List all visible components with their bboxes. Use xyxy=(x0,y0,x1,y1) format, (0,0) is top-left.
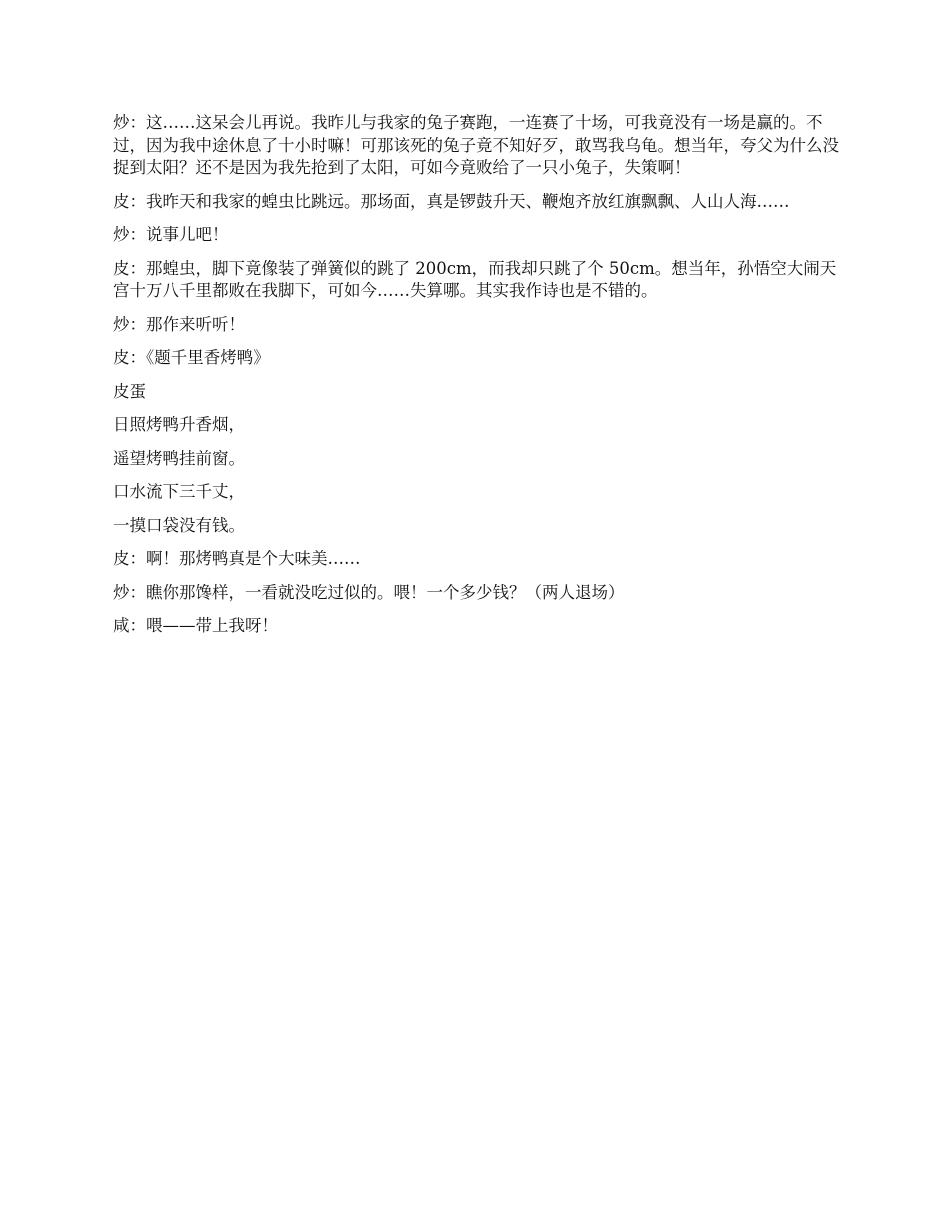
paragraph-14: 咸：喂——带上我呀！ xyxy=(113,616,278,635)
paragraph-4: 皮：那蝗虫，脚下竟像装了弹簧似的跳了 200cm，而我却只跳了个 50cm。想当年，孙悟空大闹天宫十万八千里都败在我脚下，可如今……失算哪。其实我作诗也是不错的。 xyxy=(113,258,837,300)
paragraph-3: 炒：说事儿吧！ xyxy=(113,225,229,244)
poem-author: 皮蛋 xyxy=(113,381,146,401)
paragraph-1: 炒：这……这呆会儿再说。我昨儿与我家的兔子赛跑，一连赛了十场，可我竟没有一场是赢的。不过，因为我中途休息了十小时嘛！可那该死的兔子竟不知好歹，敢骂我乌龟。想当年，夸父为什么没捉到太阳？还不是因为我先抢到了太阳，可如今竟败给了一只小兔子，失策啊！ xyxy=(113,113,839,177)
poem-line-1: 日照烤鸭升香烟， xyxy=(113,415,245,434)
paragraph-6: 皮：《题千里香烤鸭》 xyxy=(113,348,270,367)
document-page xyxy=(113,112,841,649)
paragraph-5: 炒：那作来听听！ xyxy=(113,314,245,334)
paragraph-12: 皮：啊！那烤鸭真是个大味美…… xyxy=(113,549,361,568)
poem-line-4: 一摸口袋没有钱。 xyxy=(113,515,245,535)
paragraph-13: 炒：瞧你那馋样，一看就没吃过似的。喂！一个多少钱？（两人退场） xyxy=(113,582,625,602)
poem-line-2: 遥望烤鸭挂前窗。 xyxy=(113,448,245,468)
paragraph-2: 皮：我昨天和我家的蝗虫比跳远。那场面，真是锣鼓升天、鞭炮齐放红旗飘飘、人山人海…… xyxy=(113,191,790,211)
poem-line-3: 口水流下三千丈， xyxy=(113,482,245,501)
